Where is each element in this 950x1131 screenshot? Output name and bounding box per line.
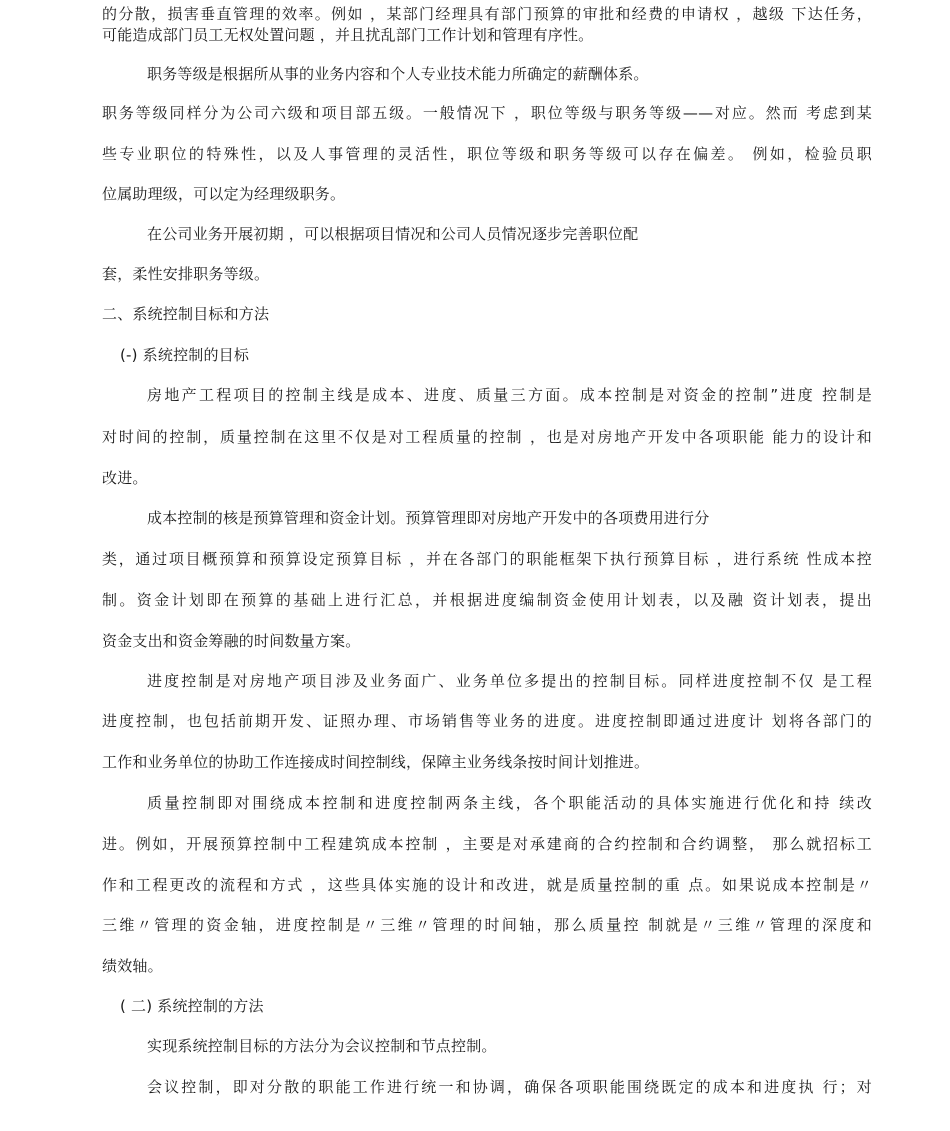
text-line: 对时间的控制，质量控制在这里不仅是对工程质量的控制 ，也是对房地产开发中各项职能 能力的设计和 bbox=[102, 428, 872, 446]
text-line: 进。例如，开展预算控制中工程建筑成本控制 ，主要是对承建商的合约控制和合约调整， 那么就招标工 bbox=[102, 835, 872, 853]
text-line: 进度控制是对房地产项目涉及业务面广、业务单位多提出的控制目标。同样进度控制不仅 是工程 bbox=[147, 672, 872, 690]
text-line: 工作和业务单位的协助工作连接成时间控制线，保障主业务线条按时间计划推进。 bbox=[102, 753, 650, 771]
text-line: 类，通过项目概预算和预算设定预算目标 ，并在各部门的职能框架下执行预算目标 ，进行系统 性成本控 bbox=[102, 550, 872, 568]
text-line: 改进。 bbox=[102, 469, 148, 487]
text-line: 作和工程更改的流程和方式 ，这些具体实施的设计和改进，就是质量控制的重 点。如果说成本控制是〃 bbox=[102, 876, 872, 894]
text-line: 进度控制，也包括前期开发、证照办理、市场销售等业务的进度。进度控制即通过进度计 划将各部门的 bbox=[102, 712, 872, 730]
subsection-heading: (-) 系统控制的目标 bbox=[120, 346, 250, 364]
text-line: 可能造成部门员工无权处置问题 ，并且扰乱部门工作计划和管理有序性。 bbox=[102, 26, 594, 44]
text-line: 三维〃管理的资金轴，进度控制是〃三维〃管理的时间轴，那么质量控 制就是〃三维〃管理的深度和 bbox=[102, 916, 872, 934]
text-line: 在公司业务开展初期 ，可以根据项目情况和公司人员情况逐步完善职位配 bbox=[147, 225, 639, 243]
text-line: 质量控制即对围绕成本控制和进度控制两条主线，各个职能活动的具体实施进行优化和持 续改 bbox=[147, 794, 872, 812]
text-line: 的分散，损害垂直管理的效率。例如 ，某部门经理具有部门预算的审批和经费的申请权 ，越级 下达任务， bbox=[102, 5, 872, 23]
text-line: 些专业职位的特殊性，以及人事管理的灵活性，职位等级和职务等级可以存在偏差。 例如，检验员职 bbox=[102, 145, 872, 163]
text-line: 房地产工程项目的控制主线是成本、进度、质量三方面。成本控制是对资金的控制”进度 控制是 bbox=[147, 386, 872, 404]
text-line: 绩效轴。 bbox=[102, 957, 163, 975]
text-line: 位属助理级，可以定为经理级职务。 bbox=[102, 185, 346, 203]
text-line: 会议控制，即对分散的职能工作进行统一和协调，确保各项职能围绕既定的成本和进度执 行；对 bbox=[147, 1078, 872, 1096]
text-line: 套，柔性安排职务等级。 bbox=[102, 265, 270, 283]
text-line: 制。资金计划即在预算的基础上进行汇总，并根据进度编制资金使用计划表，以及融 资计划表，提出 bbox=[102, 591, 872, 609]
text-line: 职务等级同样分为公司六级和项目部五级。一般情况下 ，职位等级与职务等级——对应。然而 考虑到某 bbox=[102, 104, 872, 122]
text-line: 实现系统控制目标的方法分为会议控制和节点控制。 bbox=[147, 1037, 497, 1055]
text-line: 成本控制的核是预算管理和资金计划。预算管理即对房地产开发中的各项费用进行分 bbox=[147, 509, 710, 527]
section-heading: 二、系统控制目标和方法 bbox=[102, 305, 270, 323]
subsection-heading: ( 二) 系统控制的方法 bbox=[120, 997, 264, 1015]
text-line: 职务等级是根据所从事的业务内容和个人专业技术能力所确定的薪酬体系。 bbox=[147, 65, 649, 83]
text-line: 资金支出和资金筹融的时间数量方案。 bbox=[102, 632, 361, 650]
